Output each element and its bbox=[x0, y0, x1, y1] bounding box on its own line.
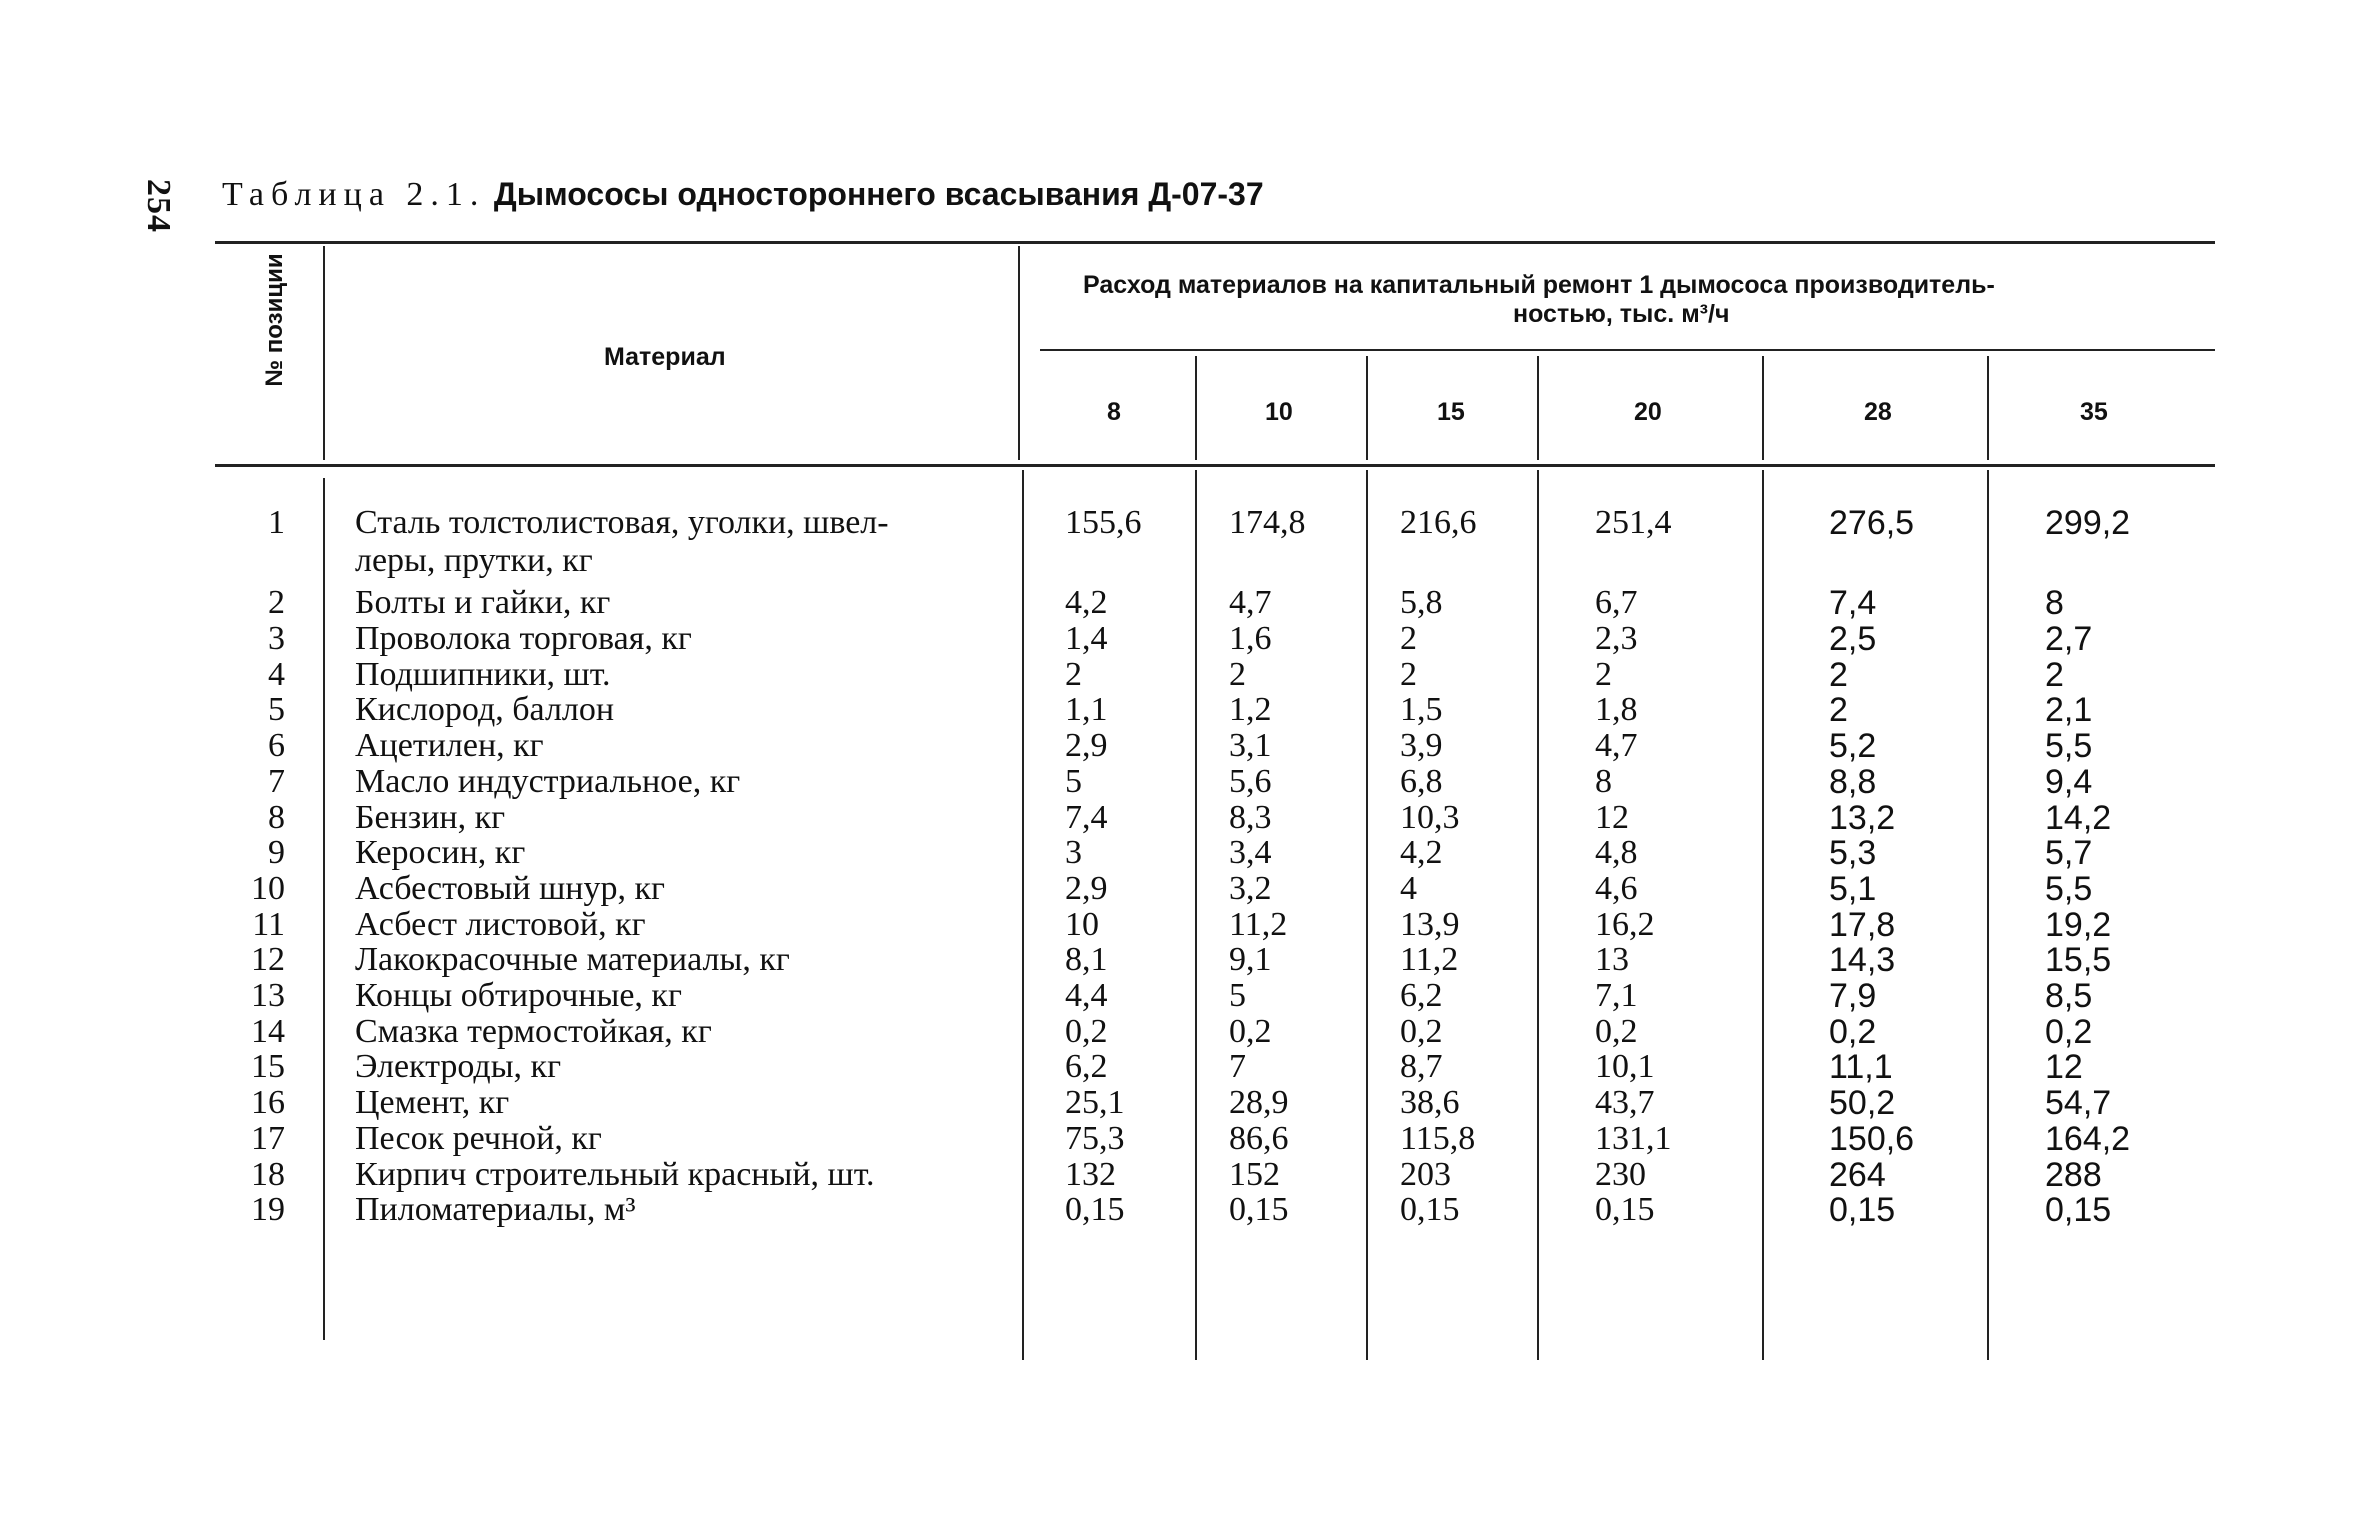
value-cell: 264 bbox=[1829, 1156, 1886, 1194]
value-cell: 1,8 bbox=[1595, 691, 1638, 728]
value-cell: 9,4 bbox=[2045, 763, 2093, 801]
capacity-header: 20 bbox=[1634, 398, 1662, 426]
value-cell: 131,1 bbox=[1595, 1120, 1672, 1157]
value-cell: 2 bbox=[1400, 620, 1417, 657]
value-cell: 4,6 bbox=[1595, 870, 1638, 907]
material-name: Масло индустриальное, кг bbox=[355, 763, 741, 800]
material-name: Сталь толстолистовая, уголки, швел- bbox=[355, 504, 889, 541]
value-cell: 7,4 bbox=[1065, 799, 1108, 836]
value-cell: 5,7 bbox=[2045, 834, 2093, 872]
value-cell: 0,15 bbox=[1065, 1191, 1125, 1228]
value-cell: 50,2 bbox=[1829, 1084, 1896, 1122]
value-cell: 2 bbox=[1229, 656, 1246, 693]
value-cell: 2 bbox=[1595, 656, 1612, 693]
value-cell: 3,2 bbox=[1229, 870, 1272, 907]
value-cell: 3 bbox=[1065, 834, 1082, 871]
value-cell: 276,5 bbox=[1829, 504, 1915, 542]
value-cell: 0,2 bbox=[1829, 1013, 1877, 1051]
value-cell: 2,5 bbox=[1829, 620, 1877, 658]
value-cell: 8,7 bbox=[1400, 1048, 1443, 1085]
position-number: 9 bbox=[268, 834, 285, 871]
value-cell: 12 bbox=[1595, 799, 1629, 836]
value-cell: 5,8 bbox=[1400, 584, 1443, 621]
value-cell: 0,2 bbox=[1229, 1013, 1272, 1050]
material-name: Смазка термостойкая, кг bbox=[355, 1013, 712, 1050]
consumption-header-units: ностью, тыс. м³/ч bbox=[1513, 300, 1730, 328]
value-cell: 2 bbox=[1829, 691, 1848, 729]
value-cell: 0,15 bbox=[1400, 1191, 1460, 1228]
capacity-header: 28 bbox=[1864, 398, 1892, 426]
value-cell: 5 bbox=[1065, 763, 1082, 800]
value-cell: 2,9 bbox=[1065, 870, 1108, 907]
capacity-header: 10 bbox=[1265, 398, 1293, 426]
capacity-header: 35 bbox=[2080, 398, 2108, 426]
material-name: Бензин, кг bbox=[355, 799, 506, 836]
material-name: Болты и гайки, кг bbox=[355, 584, 611, 621]
value-cell: 155,6 bbox=[1065, 504, 1142, 541]
material-name: Керосин, кг bbox=[355, 834, 526, 871]
value-cell: 2 bbox=[1400, 656, 1417, 693]
value-cell: 4,8 bbox=[1595, 834, 1638, 871]
value-cell: 4 bbox=[1400, 870, 1417, 907]
material-name: Кирпич строительный красный, шт. bbox=[355, 1156, 875, 1193]
position-number: 1 bbox=[268, 504, 285, 541]
value-cell: 0,15 bbox=[2045, 1191, 2112, 1229]
value-cell: 6,8 bbox=[1400, 763, 1443, 800]
value-cell: 2 bbox=[1829, 656, 1848, 694]
position-number: 2 bbox=[268, 584, 285, 621]
value-cell: 3,1 bbox=[1229, 727, 1272, 764]
value-cell: 7 bbox=[1229, 1048, 1246, 1085]
value-cell: 1,6 bbox=[1229, 620, 1272, 657]
value-cell: 150,6 bbox=[1829, 1120, 1915, 1158]
value-cell: 288 bbox=[2045, 1156, 2102, 1194]
value-cell: 299,2 bbox=[2045, 504, 2131, 542]
value-cell: 4,2 bbox=[1065, 584, 1108, 621]
value-cell: 43,7 bbox=[1595, 1084, 1655, 1121]
value-cell: 5,3 bbox=[1829, 834, 1877, 872]
value-cell: 12 bbox=[2045, 1048, 2083, 1086]
value-cell: 4,7 bbox=[1595, 727, 1638, 764]
value-cell: 2,1 bbox=[2045, 691, 2093, 729]
value-cell: 10 bbox=[1065, 906, 1099, 943]
value-cell: 10,1 bbox=[1595, 1048, 1655, 1085]
value-cell: 11,2 bbox=[1400, 941, 1459, 978]
value-cell: 19,2 bbox=[2045, 906, 2112, 944]
material-name: Подшипники, шт. bbox=[355, 656, 611, 693]
position-number: 19 bbox=[251, 1191, 285, 1228]
value-cell: 86,6 bbox=[1229, 1120, 1289, 1157]
position-number: 17 bbox=[251, 1120, 285, 1157]
value-cell: 28,9 bbox=[1229, 1084, 1289, 1121]
value-cell: 75,3 bbox=[1065, 1120, 1125, 1157]
value-cell: 0,2 bbox=[2045, 1013, 2093, 1051]
value-cell: 4,4 bbox=[1065, 977, 1108, 1014]
material-name: Концы обтирочные, кг bbox=[355, 977, 682, 1014]
value-cell: 11,2 bbox=[1229, 906, 1288, 943]
value-cell: 8,8 bbox=[1829, 763, 1877, 801]
position-number: 6 bbox=[268, 727, 285, 764]
material-name: Пиломатериалы, м³ bbox=[355, 1191, 636, 1228]
value-cell: 230 bbox=[1595, 1156, 1646, 1193]
value-cell: 203 bbox=[1400, 1156, 1451, 1193]
value-cell: 9,1 bbox=[1229, 941, 1272, 978]
value-cell: 0,2 bbox=[1595, 1013, 1638, 1050]
value-cell: 5,5 bbox=[2045, 727, 2093, 765]
value-cell: 4,7 bbox=[1229, 584, 1272, 621]
value-cell: 8,3 bbox=[1229, 799, 1272, 836]
position-number: 4 bbox=[268, 656, 285, 693]
value-cell: 174,8 bbox=[1229, 504, 1306, 541]
material-name: Кислород, баллон bbox=[355, 691, 615, 728]
value-cell: 0,15 bbox=[1229, 1191, 1289, 1228]
value-cell: 2 bbox=[1065, 656, 1082, 693]
value-cell: 5,5 bbox=[2045, 870, 2093, 908]
value-cell: 3,9 bbox=[1400, 727, 1443, 764]
value-cell: 7,1 bbox=[1595, 977, 1638, 1014]
material-name: Проволока торговая, кг bbox=[355, 620, 692, 657]
position-number: 12 bbox=[251, 941, 285, 978]
value-cell: 115,8 bbox=[1400, 1120, 1476, 1157]
value-cell: 13,2 bbox=[1829, 799, 1896, 837]
value-cell: 1,1 bbox=[1065, 691, 1108, 728]
value-cell: 5,2 bbox=[1829, 727, 1877, 765]
caption-title: Дымососы одностороннего всасывания Д-07-37 bbox=[493, 176, 1264, 212]
value-cell: 5 bbox=[1229, 977, 1246, 1014]
material-name: Песок речной, кг bbox=[355, 1120, 602, 1157]
value-cell: 6,7 bbox=[1595, 584, 1638, 621]
value-cell: 1,4 bbox=[1065, 620, 1108, 657]
value-cell: 13 bbox=[1595, 941, 1629, 978]
value-cell: 3,4 bbox=[1229, 834, 1272, 871]
value-cell: 6,2 bbox=[1400, 977, 1443, 1014]
value-cell: 5,1 bbox=[1829, 870, 1877, 908]
material-name: Асбестовый шнур, кг bbox=[355, 870, 665, 907]
value-cell: 25,1 bbox=[1065, 1084, 1125, 1121]
consumption-header: Расход материалов на капитальный ремонт 1 дымососа производитель- bbox=[1083, 271, 1995, 299]
value-cell: 11,1 bbox=[1829, 1048, 1893, 1086]
position-number: 11 bbox=[252, 906, 285, 943]
value-cell: 54,7 bbox=[2045, 1084, 2112, 1122]
position-number: 3 bbox=[268, 620, 285, 657]
material-name: Ацетилен, кг bbox=[355, 727, 544, 764]
value-cell: 1,2 bbox=[1229, 691, 1272, 728]
value-cell: 4,2 bbox=[1400, 834, 1443, 871]
value-cell: 8 bbox=[1595, 763, 1612, 800]
value-cell: 2 bbox=[2045, 656, 2064, 694]
value-cell: 6,2 bbox=[1065, 1048, 1108, 1085]
position-number: 7 bbox=[268, 763, 285, 800]
value-cell: 16,2 bbox=[1595, 906, 1655, 943]
position-number: 15 bbox=[251, 1048, 285, 1085]
position-number: 13 bbox=[251, 977, 285, 1014]
value-cell: 38,6 bbox=[1400, 1084, 1460, 1121]
value-cell: 0,2 bbox=[1065, 1013, 1108, 1050]
value-cell: 5,6 bbox=[1229, 763, 1272, 800]
value-cell: 2,3 bbox=[1595, 620, 1638, 657]
value-cell: 2,7 bbox=[2045, 620, 2093, 658]
value-cell: 0,15 bbox=[1829, 1191, 1896, 1229]
value-cell: 216,6 bbox=[1400, 504, 1477, 541]
value-cell: 132 bbox=[1065, 1156, 1116, 1193]
capacity-header: 8 bbox=[1107, 398, 1121, 426]
position-number: 10 bbox=[251, 870, 285, 907]
material-name: Цемент, кг bbox=[355, 1084, 510, 1121]
value-cell: 10,3 bbox=[1400, 799, 1460, 836]
value-cell: 14,2 bbox=[2045, 799, 2112, 837]
capacity-header: 15 bbox=[1437, 398, 1465, 426]
value-cell: 15,5 bbox=[2045, 941, 2112, 979]
material-header: Материал bbox=[604, 343, 726, 371]
table-caption bbox=[222, 176, 1264, 214]
value-cell: 13,9 bbox=[1400, 906, 1460, 943]
position-number: 14 bbox=[251, 1013, 285, 1050]
value-cell: 2,9 bbox=[1065, 727, 1108, 764]
value-cell: 8 bbox=[2045, 584, 2064, 622]
position-number: 16 bbox=[251, 1084, 285, 1121]
page-number: 254 bbox=[140, 179, 177, 233]
value-cell: 164,2 bbox=[2045, 1120, 2131, 1158]
position-header: № позиции bbox=[261, 253, 288, 387]
material-name: Асбест листовой, кг bbox=[355, 906, 646, 943]
value-cell: 1,5 bbox=[1400, 691, 1443, 728]
value-cell: 17,8 bbox=[1829, 906, 1896, 944]
position-number: 18 bbox=[251, 1156, 285, 1193]
value-cell: 8,5 bbox=[2045, 977, 2093, 1015]
value-cell: 251,4 bbox=[1595, 504, 1672, 541]
material-name: Электроды, кг bbox=[355, 1048, 562, 1085]
value-cell: 8,1 bbox=[1065, 941, 1108, 978]
position-number: 8 bbox=[268, 799, 285, 836]
value-cell: 0,15 bbox=[1595, 1191, 1655, 1228]
material-name: Лакокрасочные материалы, кг bbox=[355, 941, 790, 978]
value-cell: 152 bbox=[1229, 1156, 1280, 1193]
value-cell: 14,3 bbox=[1829, 941, 1896, 979]
caption-label: Таблица 2.1. bbox=[222, 176, 486, 213]
value-cell: 7,4 bbox=[1829, 584, 1877, 622]
position-number: 5 bbox=[268, 691, 285, 728]
value-cell: 7,9 bbox=[1829, 977, 1877, 1015]
value-cell: 0,2 bbox=[1400, 1013, 1443, 1050]
material-name-continued: леры, прутки, кг bbox=[355, 542, 593, 579]
